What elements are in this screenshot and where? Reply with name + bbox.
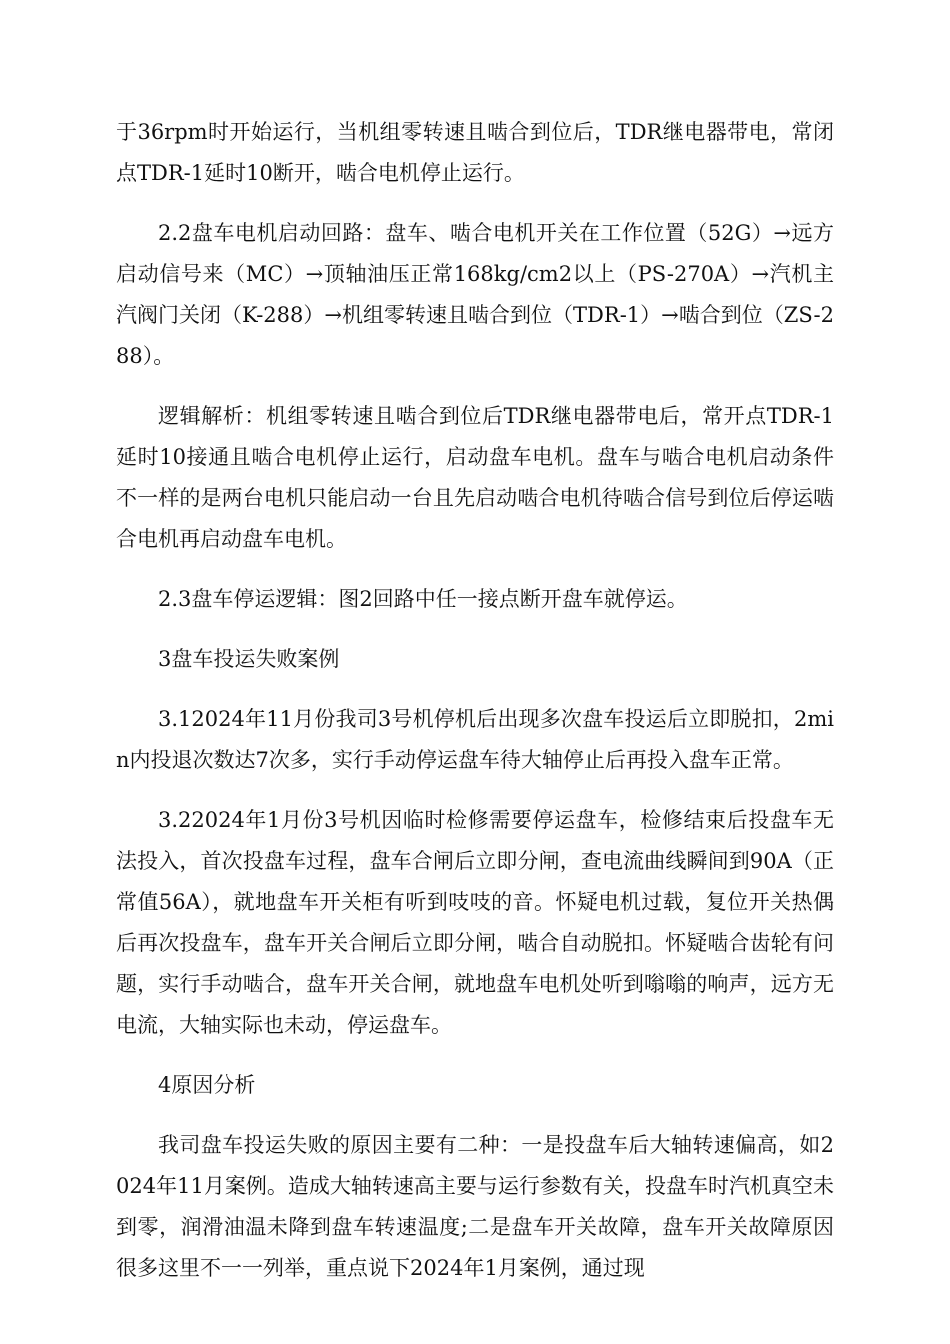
section-heading-cause-analysis: 4原因分析 [158, 1073, 256, 1097]
paragraph-stop-logic: 2.3盘车停运逻辑：图2回路中任一接点断开盘车就停运。 [158, 587, 688, 611]
paragraph-start-circuit: 2.2盘车电机启动回路：盘车、啮合电机开关在工作位置（52G）→远方启动信号来（MC）→顶轴油压正常168kg/cm2以上（PS-270A）→汽机主汽阀门关闭（K-288）→机组零转速且啮合到位（TDR-1）→啮合到位（ZS-288）。 [116, 221, 834, 368]
section-heading-failure-cases: 3盘车投运失败案例 [158, 647, 340, 671]
paragraph-continuation: 于36rpm时开始运行，当机组零转速且啮合到位后，TDR继电器带电，常闭点TDR-1延时10断开，啮合电机停止运行。 [116, 120, 834, 185]
paragraph-cause-analysis: 我司盘车投运失败的原因主要有二种：一是投盘车后大轴转速偏高，如2024年11月案例。造成大轴转速高主要与运行参数有关，投盘车时汽机真空未到零，润滑油温未降到盘车转速温度;二是盘车开关故障，盘车开关故障原因很多这里不一一列举，重点说下2024年1月案例，通过现 [116, 1133, 834, 1280]
document-body [116, 112, 834, 1308]
paragraph-logic-analysis: 逻辑解析：机组零转速且啮合到位后TDR继电器带电后，常开点TDR-1延时10接通且啮合电机停止运行，启动盘车电机。盘车与啮合电机启动条件不一样的是两台电机只能启动一台且先启动啮合电机待啮合信号到位后停运啮合电机再启动盘车电机。 [116, 404, 834, 551]
paragraph-case-1: 3.12024年11月份我司3号机停机后出现多次盘车投运后立即脱扣，2min内投退次数达7次多，实行手动停运盘车待大轴停止后再投入盘车正常。 [116, 707, 834, 772]
paragraph-case-2: 3.22024年1月份3号机因临时检修需要停运盘车，检修结束后投盘车无法投入，首次投盘车过程，盘车合闸后立即分闸，查电流曲线瞬间到90A（正常值56A），就地盘车开关柜有听到吱吱的音。怀疑电机过载，复位开关热偶后再次投盘车，盘车开关合闸后立即分闸，啮合自动脱扣。怀疑啮合齿轮有问题，实行手动啮合，盘车开关合闸，就地盘车电机处听到嗡嗡的响声，远方无电流，大轴实际也未动，停运盘车。 [116, 808, 834, 1037]
